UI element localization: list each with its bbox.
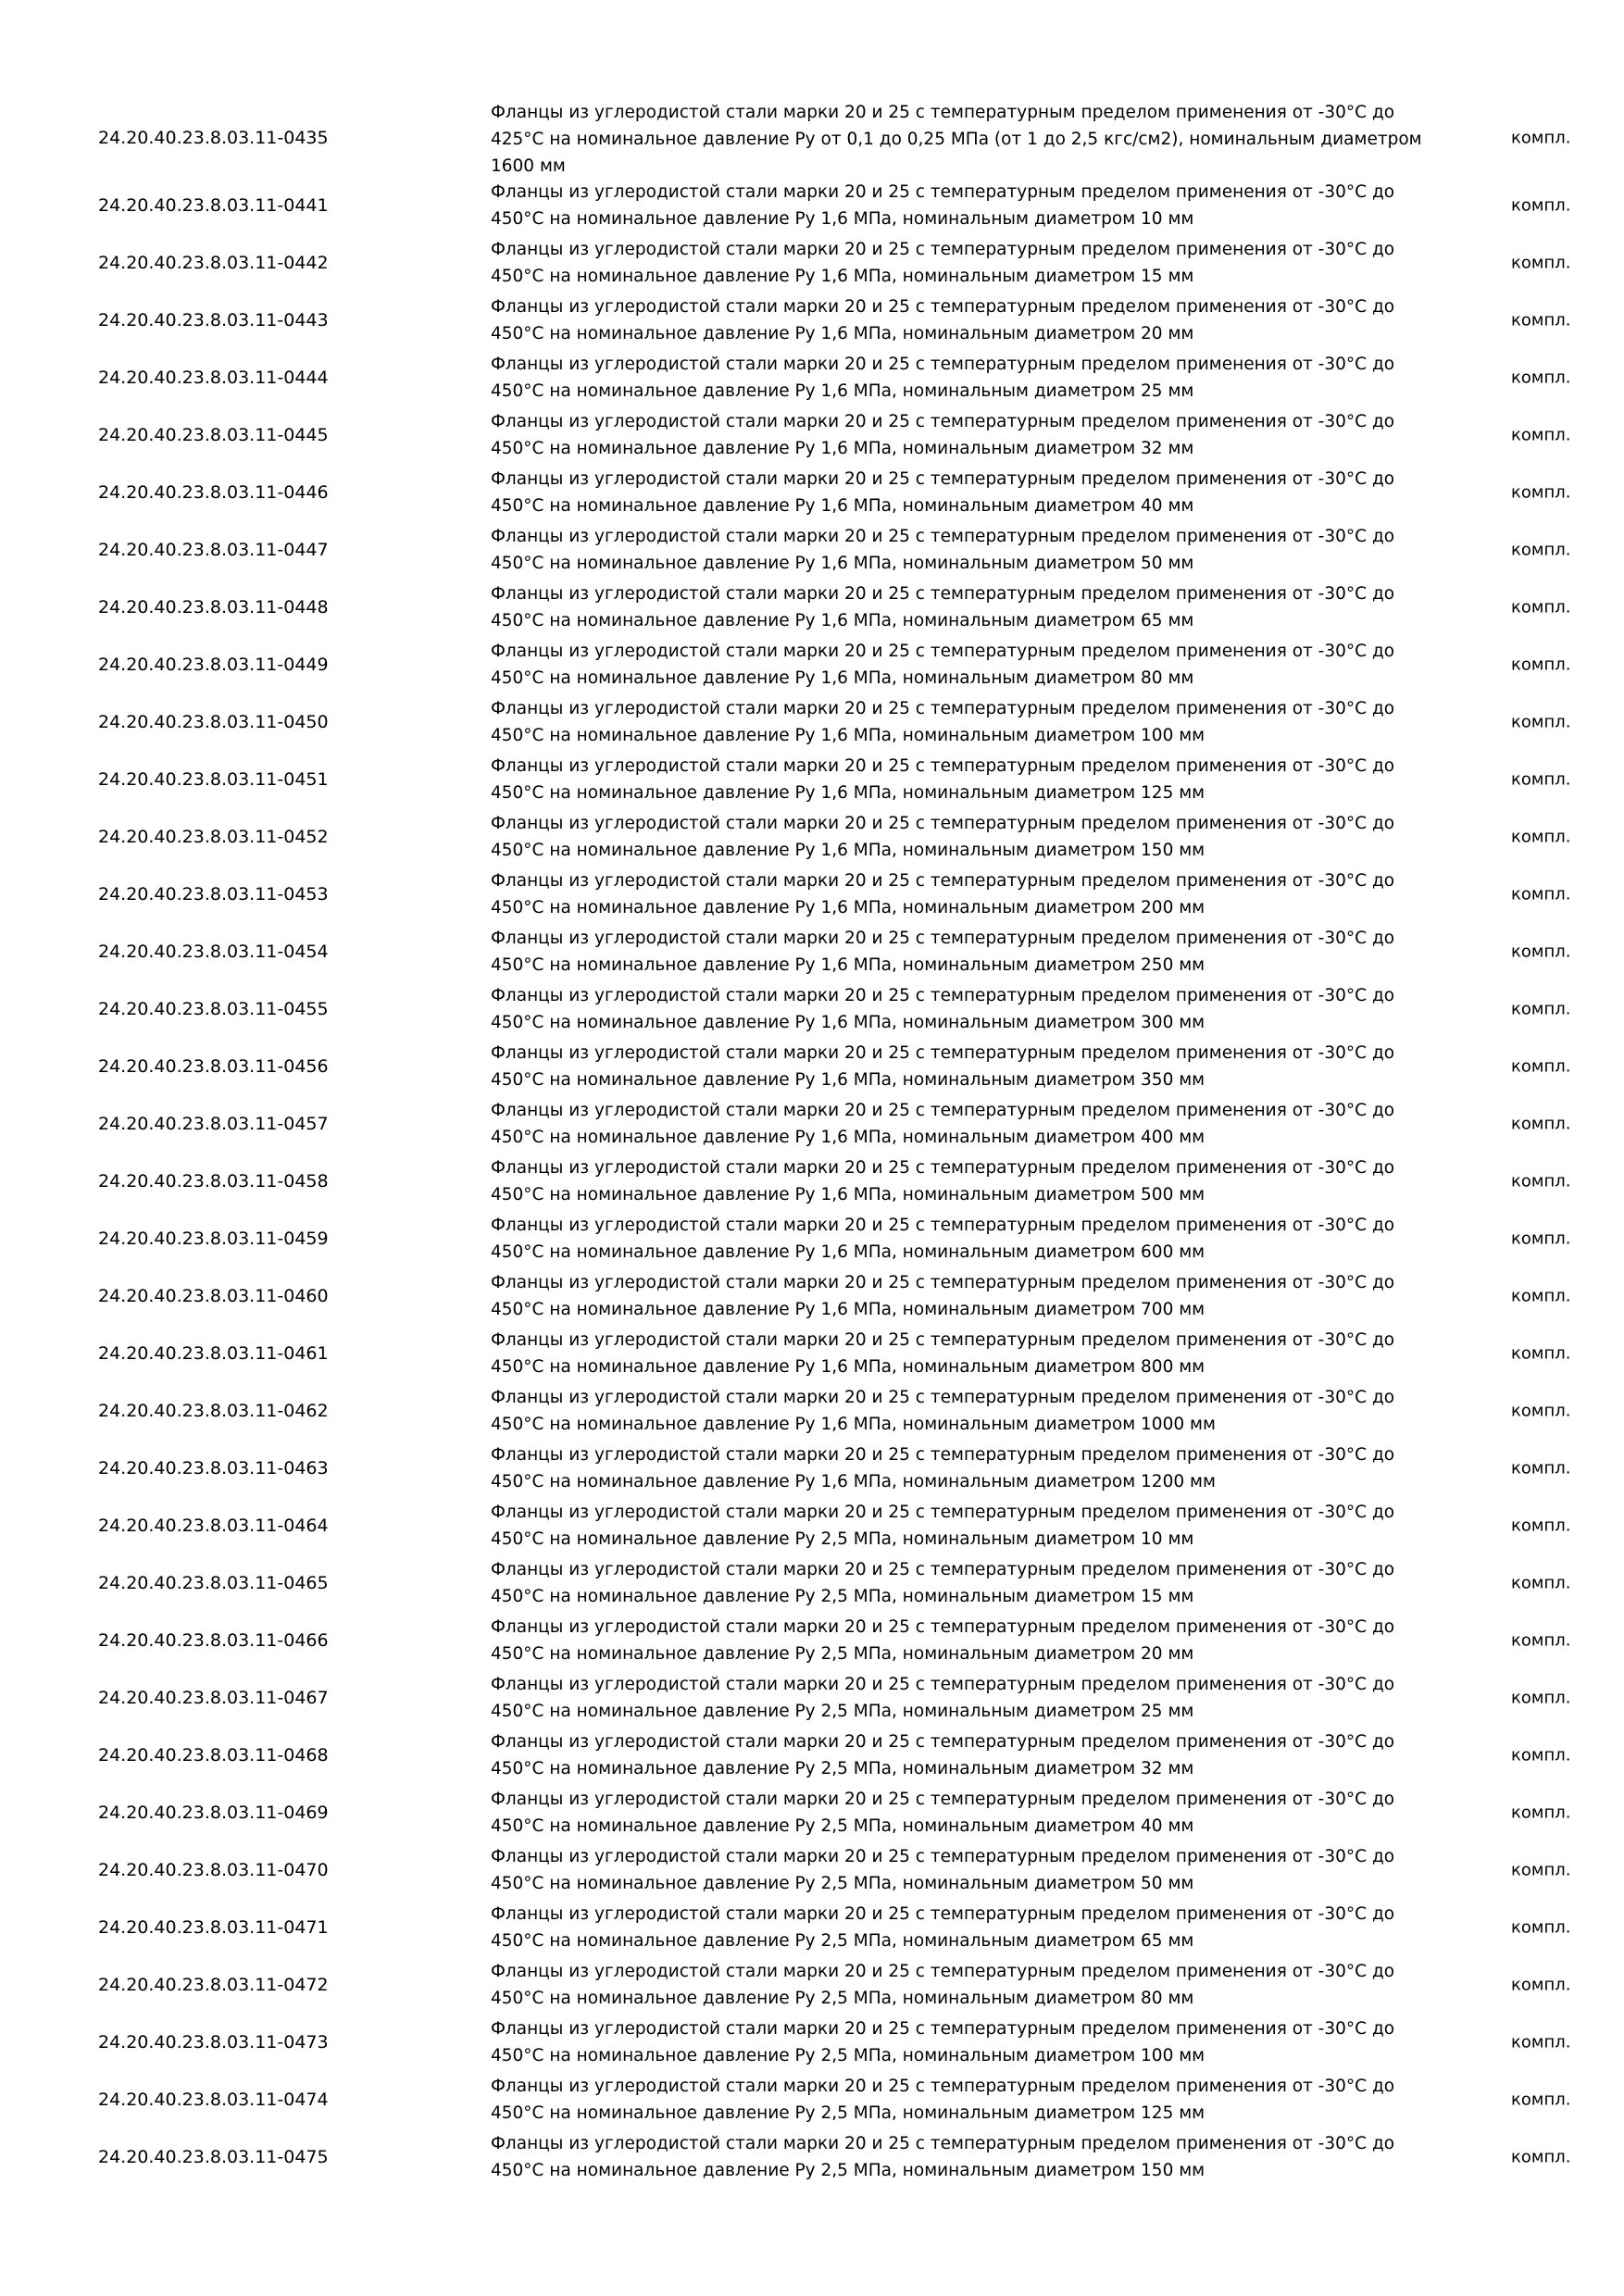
row-unit: компл.	[1511, 1171, 1571, 1192]
row-unit: компл.	[1511, 540, 1571, 560]
table-row	[0, 406, 1624, 464]
row-code: 24.20.40.23.8.03.11-0451	[98, 769, 329, 790]
row-unit: компл.	[1511, 1745, 1571, 1766]
table-row	[0, 521, 1624, 579]
table-row	[0, 1325, 1624, 1382]
row-code: 24.20.40.23.8.03.11-0460	[98, 1286, 329, 1306]
row-description: Фланцы из углеродистой стали марки 20 и 25 с температурным пределом применения от -30°С до 450°С на номинальное давление Ру 2,5 МПа, номинальным диаметром 80 мм	[491, 1962, 1395, 2008]
row-description: Фланцы из углеродистой стали марки 20 и 25 с температурным пределом применения от -30°С до 450°С на номинальное давление Ру 2,5 МПа, номинальным диаметром 100 мм	[491, 2019, 1395, 2065]
row-unit: компл.	[1511, 1343, 1571, 1364]
row-unit: компл.	[1511, 1975, 1571, 1995]
table-row	[0, 234, 1624, 292]
row-description: Фланцы из углеродистой стали марки 20 и 25 с температурным пределом применения от -30°С до 450°С на номинальное давление Ру 2,5 МПа, номинальным диаметром 15 мм	[491, 1560, 1395, 1606]
table-row	[0, 923, 1624, 980]
row-unit: компл.	[1511, 2032, 1571, 2053]
row-code: 24.20.40.23.8.03.11-0475	[98, 2147, 329, 2167]
row-code: 24.20.40.23.8.03.11-0458	[98, 1171, 329, 1192]
table-row	[0, 693, 1624, 751]
table-row	[0, 1727, 1624, 1784]
table-row	[0, 99, 1624, 177]
row-description: Фланцы из углеродистой стали марки 20 и 25 с температурным пределом применения от -30°С до 450°С на номинальное давление Ру 1,6 МПа, номинальным диаметром 25 мм	[491, 355, 1395, 401]
table-row	[0, 751, 1624, 808]
row-unit: компл.	[1511, 827, 1571, 847]
table-row	[0, 464, 1624, 521]
table-row	[0, 292, 1624, 349]
row-code: 24.20.40.23.8.03.11-0474	[98, 2090, 329, 2110]
row-unit: компл.	[1511, 1401, 1571, 1421]
row-description: Фланцы из углеродистой стали марки 20 и 25 с температурным пределом применения от -30°С до 450°С на номинальное давление Ру 2,5 МПа, номинальным диаметром 65 мм	[491, 1904, 1395, 1951]
row-unit: компл.	[1511, 1688, 1571, 1708]
row-description: Фланцы из углеродистой стали марки 20 и 25 с температурным пределом применения от -30°С до 450°С на номинальное давление Ру 2,5 МПа, номинальным диаметром 125 мм	[491, 2077, 1395, 2123]
row-code: 24.20.40.23.8.03.11-0470	[98, 1860, 329, 1880]
row-code: 24.20.40.23.8.03.11-0462	[98, 1401, 329, 1421]
table-row	[0, 2014, 1624, 2071]
row-unit: компл.	[1511, 942, 1571, 962]
table-row	[0, 1210, 1624, 1267]
table-row	[0, 1382, 1624, 1440]
row-description: Фланцы из углеродистой стали марки 20 и 25 с температурным пределом применения от -30°С до 450°С на номинальное давление Ру 1,6 МПа, номинальным диаметром 200 мм	[491, 871, 1395, 917]
row-unit: компл.	[1511, 769, 1571, 790]
row-unit: компл.	[1511, 712, 1571, 732]
row-description: Фланцы из углеродистой стали марки 20 и 25 с температурным пределом применения от -30°С до 450°С на номинальное давление Ру 1,6 МПа, номинальным диаметром 700 мм	[491, 1273, 1395, 1319]
row-description: Фланцы из углеродистой стали марки 20 и 25 с температурным пределом применения от -30°С до 450°С на номинальное давление Ру 2,5 МПа, номинальным диаметром 150 мм	[491, 2134, 1395, 2180]
row-description: Фланцы из углеродистой стали марки 20 и 25 с температурным пределом применения от -30°С до 450°С на номинальное давление Ру 1,6 МПа, номинальным диаметром 600 мм	[491, 1216, 1395, 1262]
table-row	[0, 2071, 1624, 2128]
row-unit: компл.	[1511, 1516, 1571, 1536]
row-description: Фланцы из углеродистой стали марки 20 и 25 с температурным пределом применения от -30°С до 450°С на номинальное давление Ру 1,6 МПа, номинальным диаметром 150 мм	[491, 814, 1395, 860]
row-description: Фланцы из углеродистой стали марки 20 и 25 с температурным пределом применения от -30°С до 450°С на номинальное давление Ру 1,6 МПа, номинальным диаметром 500 мм	[491, 1158, 1395, 1204]
row-code: 24.20.40.23.8.03.11-0464	[98, 1516, 329, 1536]
row-code: 24.20.40.23.8.03.11-0459	[98, 1229, 329, 1249]
table-row	[0, 636, 1624, 693]
row-description: Фланцы из углеродистой стали марки 20 и 25 с температурным пределом применения от -30°С до 425°С на номинальное давление Ру от 0,1 до 0,25 МПа (от 1 до 2,5 кгс/см2), номинальным диаметром 1600 мм	[491, 103, 1422, 176]
row-unit: компл.	[1511, 884, 1571, 905]
row-unit: компл.	[1511, 1917, 1571, 1938]
row-unit: компл.	[1511, 310, 1571, 331]
row-code: 24.20.40.23.8.03.11-0450	[98, 712, 329, 732]
row-code: 24.20.40.23.8.03.11-0445	[98, 425, 329, 445]
row-description: Фланцы из углеродистой стали марки 20 и 25 с температурным пределом применения от -30°С до 450°С на номинальное давление Ру 1,6 МПа, номинальным диаметром 250 мм	[491, 929, 1395, 975]
row-code: 24.20.40.23.8.03.11-0457	[98, 1114, 329, 1134]
row-code: 24.20.40.23.8.03.11-0446	[98, 482, 329, 503]
row-description: Фланцы из углеродистой стали марки 20 и 25 с температурным пределом применения от -30°С до 450°С на номинальное давление Ру 1,6 МПа, номинальным диаметром 15 мм	[491, 240, 1395, 286]
table-row	[0, 1440, 1624, 1497]
row-description: Фланцы из углеродистой стали марки 20 и 25 с температурным пределом применения от -30°С до 450°С на номинальное давление Ру 1,6 МПа, номинальным диаметром 20 мм	[491, 297, 1395, 343]
row-code: 24.20.40.23.8.03.11-0453	[98, 884, 329, 905]
table-row	[0, 808, 1624, 866]
table-row	[0, 1899, 1624, 1956]
row-unit: компл.	[1511, 128, 1571, 148]
row-code: 24.20.40.23.8.03.11-0454	[98, 942, 329, 962]
row-code: 24.20.40.23.8.03.11-0473	[98, 2032, 329, 2053]
row-description: Фланцы из углеродистой стали марки 20 и 25 с температурным пределом применения от -30°С до 450°С на номинальное давление Ру 1,6 МПа, номинальным диаметром 32 мм	[491, 412, 1395, 458]
row-unit: компл.	[1511, 1860, 1571, 1880]
row-description: Фланцы из углеродистой стали марки 20 и 25 с температурным пределом применения от -30°С до 450°С на номинальное давление Ру 1,6 МПа, номинальным диаметром 350 мм	[491, 1043, 1395, 1090]
row-description: Фланцы из углеродистой стали марки 20 и 25 с температурным пределом применения от -30°С до 450°С на номинальное давление Ру 1,6 МПа, номинальным диаметром 1200 мм	[491, 1445, 1395, 1491]
row-unit: компл.	[1511, 1630, 1571, 1651]
table-row	[0, 1554, 1624, 1612]
row-unit: компл.	[1511, 368, 1571, 388]
row-code: 24.20.40.23.8.03.11-0467	[98, 1688, 329, 1708]
table-row	[0, 2128, 1624, 2186]
table-row	[0, 1153, 1624, 1210]
row-unit: компл.	[1511, 1458, 1571, 1479]
table-row	[0, 1956, 1624, 2014]
row-description: Фланцы из углеродистой стали марки 20 и 25 с температурным пределом применения от -30°С до 450°С на номинальное давление Ру 1,6 МПа, номинальным диаметром 40 мм	[491, 469, 1395, 516]
row-unit: компл.	[1511, 1803, 1571, 1823]
row-unit: компл.	[1511, 1056, 1571, 1077]
row-description: Фланцы из углеродистой стали марки 20 и 25 с температурным пределом применения от -30°С до 450°С на номинальное давление Ру 2,5 МПа, номинальным диаметром 20 мм	[491, 1617, 1395, 1664]
table-row	[0, 1669, 1624, 1727]
row-code: 24.20.40.23.8.03.11-0449	[98, 655, 329, 675]
row-unit: компл.	[1511, 1114, 1571, 1134]
row-code: 24.20.40.23.8.03.11-0456	[98, 1056, 329, 1077]
table-row	[0, 980, 1624, 1038]
row-code: 24.20.40.23.8.03.11-0444	[98, 368, 329, 388]
row-unit: компл.	[1511, 195, 1571, 216]
row-description: Фланцы из углеродистой стали марки 20 и 25 с температурным пределом применения от -30°С до 450°С на номинальное давление Ру 2,5 МПа, номинальным диаметром 25 мм	[491, 1675, 1395, 1721]
table-row	[0, 1841, 1624, 1899]
table-row	[0, 1784, 1624, 1841]
row-code: 24.20.40.23.8.03.11-0447	[98, 540, 329, 560]
row-unit: компл.	[1511, 425, 1571, 445]
table-row	[0, 1612, 1624, 1669]
row-unit: компл.	[1511, 2147, 1571, 2167]
row-unit: компл.	[1511, 999, 1571, 1019]
row-code: 24.20.40.23.8.03.11-0468	[98, 1745, 329, 1766]
row-description: Фланцы из углеродистой стали марки 20 и 25 с температурным пределом применения от -30°С до 450°С на номинальное давление Ру 1,6 МПа, номинальным диаметром 400 мм	[491, 1101, 1395, 1147]
row-description: Фланцы из углеродистой стали марки 20 и 25 с температурным пределом применения от -30°С до 450°С на номинальное давление Ру 2,5 МПа, номинальным диаметром 50 мм	[491, 1847, 1395, 1893]
row-code: 24.20.40.23.8.03.11-0469	[98, 1803, 329, 1823]
row-code: 24.20.40.23.8.03.11-0443	[98, 310, 329, 331]
row-code: 24.20.40.23.8.03.11-0461	[98, 1343, 329, 1364]
row-unit: компл.	[1511, 2090, 1571, 2110]
row-unit: компл.	[1511, 253, 1571, 273]
table-row	[0, 1497, 1624, 1554]
table-row	[0, 349, 1624, 406]
row-code: 24.20.40.23.8.03.11-0466	[98, 1630, 329, 1651]
table-row	[0, 1038, 1624, 1095]
row-description: Фланцы из углеродистой стали марки 20 и 25 с температурным пределом применения от -30°С до 450°С на номинальное давление Ру 1,6 МПа, номинальным диаметром 1000 мм	[491, 1388, 1395, 1434]
row-description: Фланцы из углеродистой стали марки 20 и 25 с температурным пределом применения от -30°С до 450°С на номинальное давление Ру 1,6 МПа, номинальным диаметром 10 мм	[491, 182, 1395, 229]
row-unit: компл.	[1511, 1573, 1571, 1593]
row-code: 24.20.40.23.8.03.11-0442	[98, 253, 329, 273]
row-code: 24.20.40.23.8.03.11-0435	[98, 128, 329, 148]
row-unit: компл.	[1511, 597, 1571, 618]
row-code: 24.20.40.23.8.03.11-0455	[98, 999, 329, 1019]
row-description: Фланцы из углеродистой стали марки 20 и 25 с температурным пределом применения от -30°С до 450°С на номинальное давление Ру 1,6 МПа, номинальным диаметром 125 мм	[491, 756, 1395, 803]
row-description: Фланцы из углеродистой стали марки 20 и 25 с температурным пределом применения от -30°С до 450°С на номинальное давление Ру 2,5 МПа, номинальным диаметром 10 мм	[491, 1503, 1395, 1549]
row-code: 24.20.40.23.8.03.11-0448	[98, 597, 329, 618]
row-code: 24.20.40.23.8.03.11-0441	[98, 195, 329, 216]
row-unit: компл.	[1511, 655, 1571, 675]
row-unit: компл.	[1511, 1286, 1571, 1306]
table-row	[0, 1095, 1624, 1153]
row-description: Фланцы из углеродистой стали марки 20 и 25 с температурным пределом применения от -30°С до 450°С на номинальное давление Ру 1,6 МПа, номинальным диаметром 80 мм	[491, 642, 1395, 688]
row-code: 24.20.40.23.8.03.11-0471	[98, 1917, 329, 1938]
table-row	[0, 1267, 1624, 1325]
table-row	[0, 579, 1624, 636]
row-code: 24.20.40.23.8.03.11-0472	[98, 1975, 329, 1995]
row-description: Фланцы из углеродистой стали марки 20 и 25 с температурным пределом применения от -30°С до 450°С на номинальное давление Ру 1,6 МПа, номинальным диаметром 800 мм	[491, 1330, 1395, 1377]
row-description: Фланцы из углеродистой стали марки 20 и 25 с температурным пределом применения от -30°С до 450°С на номинальное давление Ру 1,6 МПа, номинальным диаметром 300 мм	[491, 986, 1395, 1032]
table-row	[0, 177, 1624, 234]
row-description: Фланцы из углеродистой стали марки 20 и 25 с температурным пределом применения от -30°С до 450°С на номинальное давление Ру 1,6 МПа, номинальным диаметром 50 мм	[491, 527, 1395, 573]
row-unit: компл.	[1511, 1229, 1571, 1249]
price-table	[0, 99, 1624, 2186]
row-description: Фланцы из углеродистой стали марки 20 и 25 с температурным пределом применения от -30°С до 450°С на номинальное давление Ру 2,5 МПа, номинальным диаметром 32 мм	[491, 1732, 1395, 1778]
row-description: Фланцы из углеродистой стали марки 20 и 25 с температурным пределом применения от -30°С до 450°С на номинальное давление Ру 2,5 МПа, номинальным диаметром 40 мм	[491, 1790, 1395, 1836]
row-description: Фланцы из углеродистой стали марки 20 и 25 с температурным пределом применения от -30°С до 450°С на номинальное давление Ру 1,6 МПа, номинальным диаметром 100 мм	[491, 699, 1395, 745]
row-code: 24.20.40.23.8.03.11-0452	[98, 827, 329, 847]
row-code: 24.20.40.23.8.03.11-0463	[98, 1458, 329, 1479]
table-row	[0, 866, 1624, 923]
row-description: Фланцы из углеродистой стали марки 20 и 25 с температурным пределом применения от -30°С до 450°С на номинальное давление Ру 1,6 МПа, номинальным диаметром 65 мм	[491, 584, 1395, 630]
row-code: 24.20.40.23.8.03.11-0465	[98, 1573, 329, 1593]
row-unit: компл.	[1511, 482, 1571, 503]
